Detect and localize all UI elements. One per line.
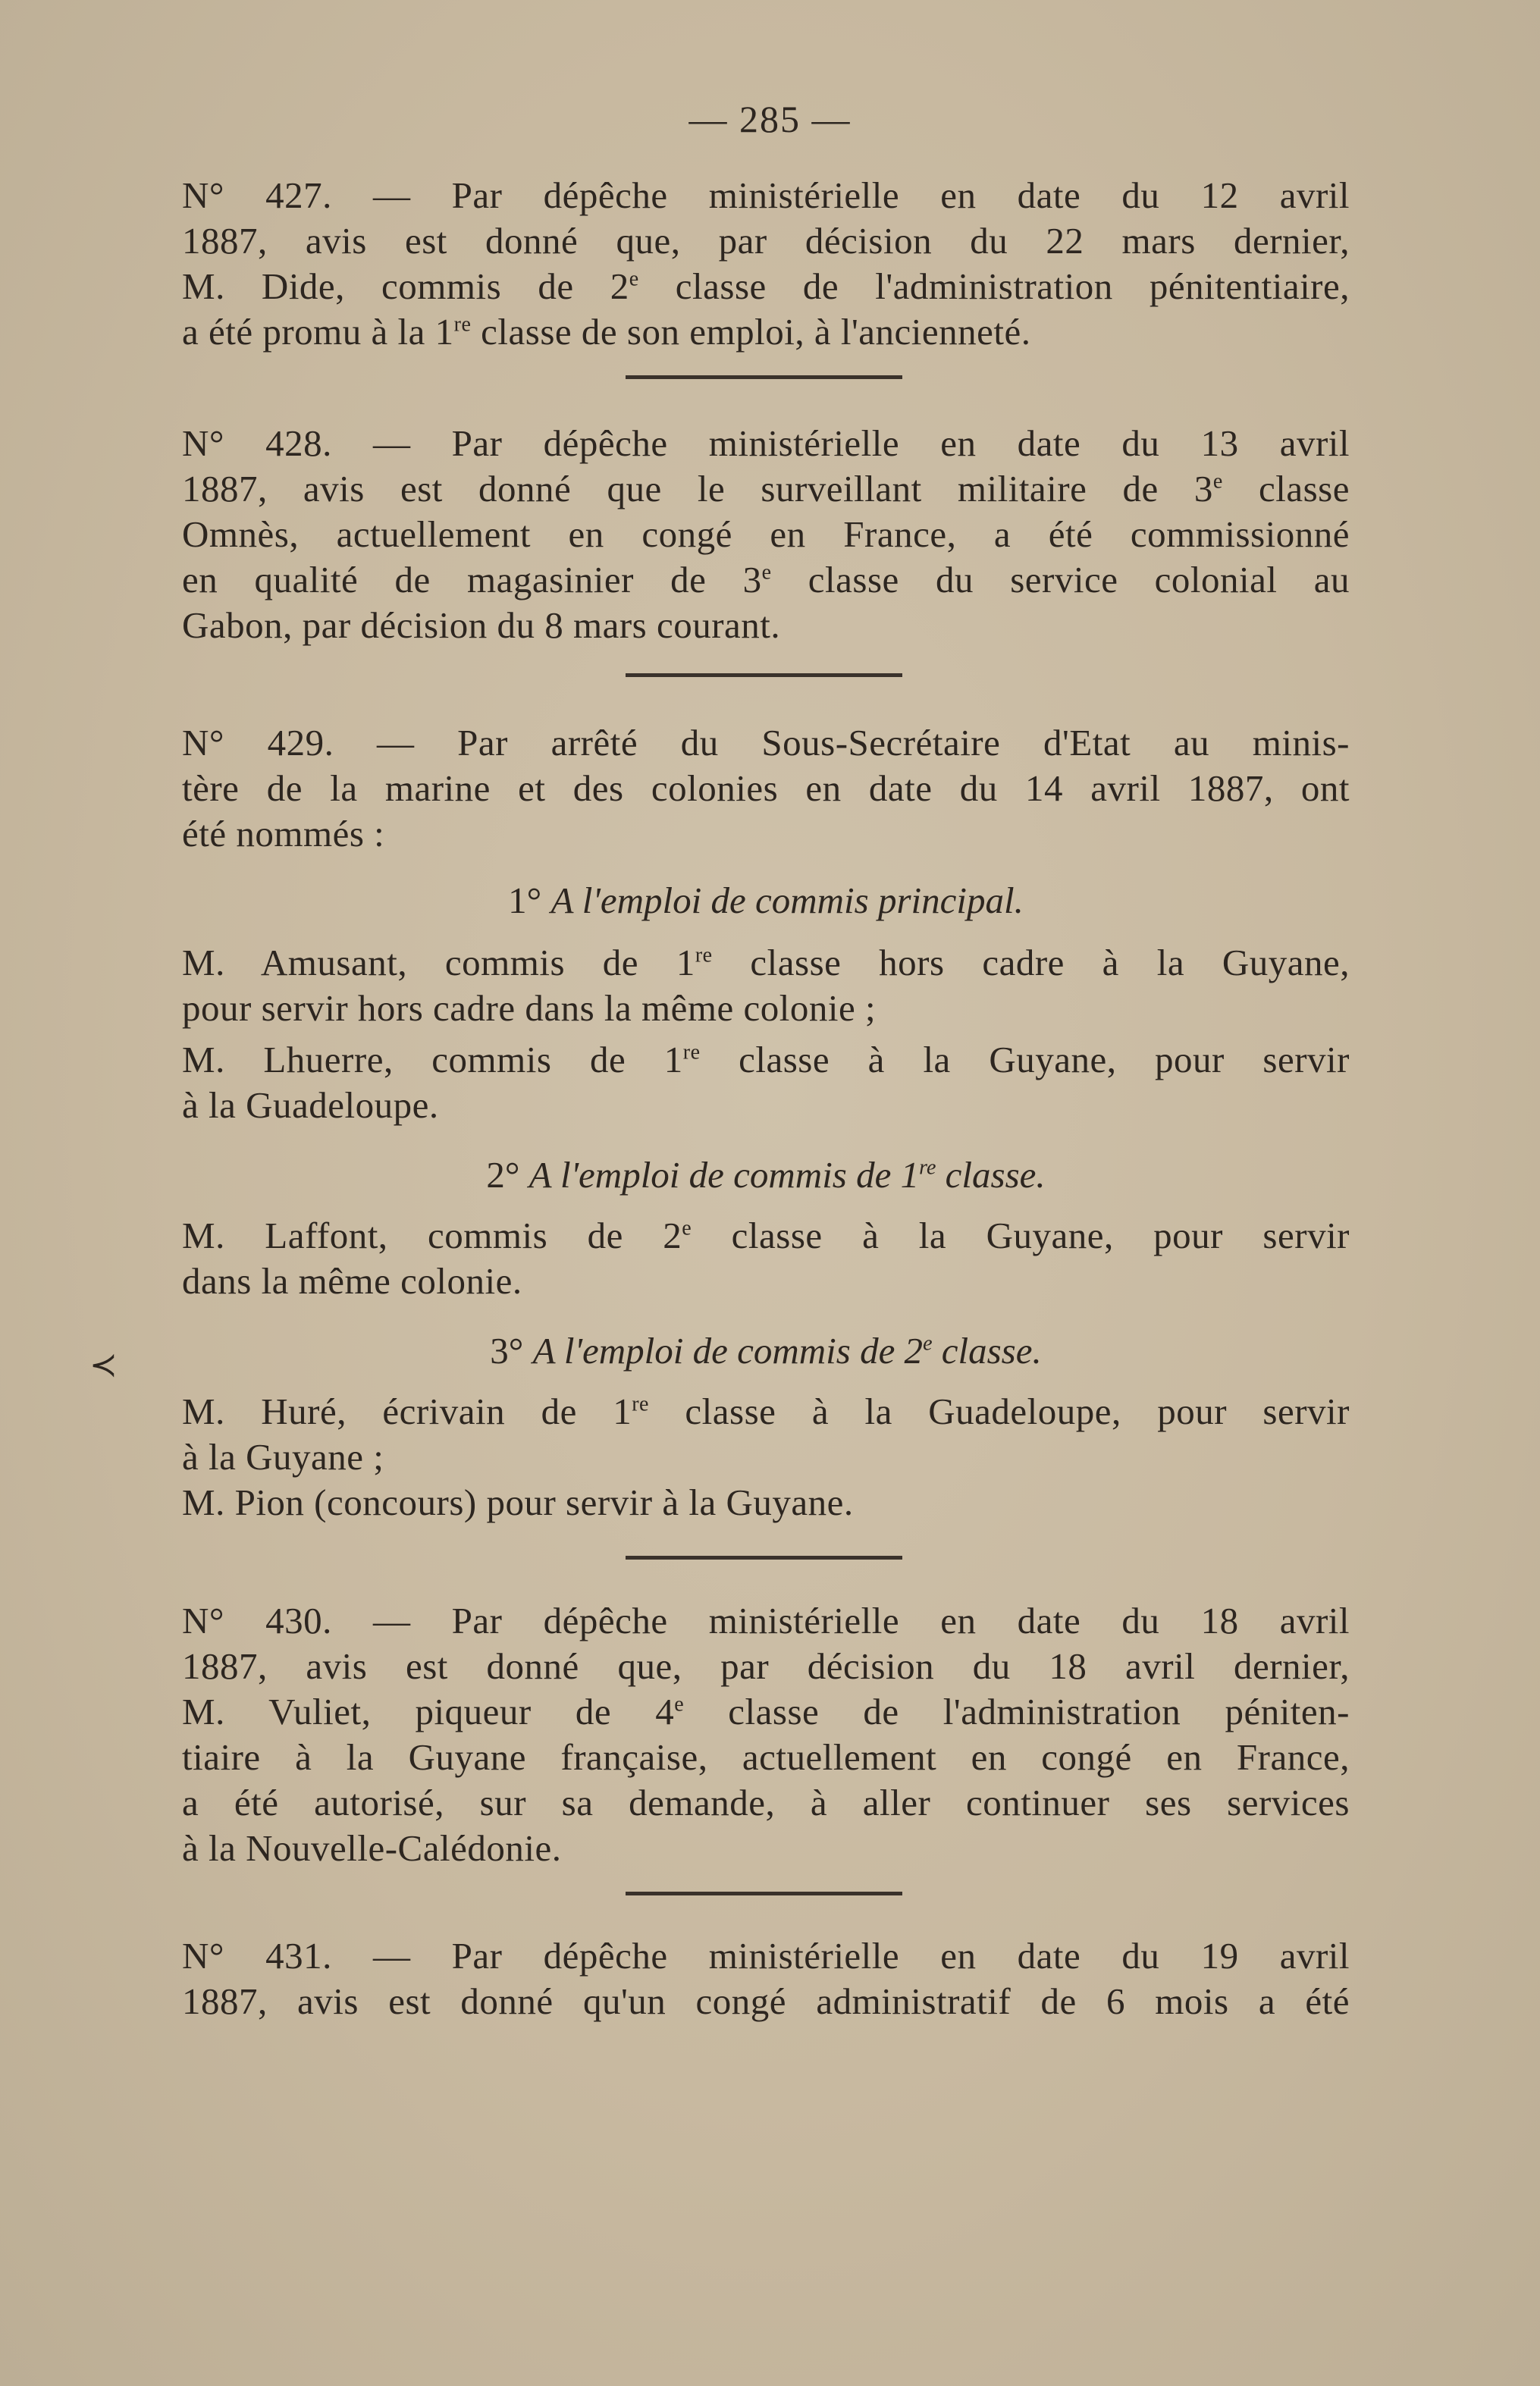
notice-429-line-1: N° 429. — Par arrêté du Sous-Secrétaire d'Etat au minis- [182, 722, 1350, 763]
notice-428-line-3: Omnès, actuellement en congé en France, a été commissionné [182, 513, 1350, 555]
notice-430-line-2: 1887, avis est donné que, par décision du 18 avril dernier, [182, 1645, 1350, 1687]
separator-rule [626, 1892, 902, 1895]
appointment-heading-2: 2° A l'emploi de commis de 1re classe. [486, 1154, 1046, 1196]
appointment-entries-1 [182, 940, 1350, 1128]
notice-428 [182, 421, 1350, 648]
entry-hure-line-2: à la Guyane ; [182, 1436, 384, 1478]
entry-amusant-line-2: pour servir hors cadre dans la même colonie ; [182, 987, 877, 1029]
separator-rule [626, 673, 902, 677]
notice-428-line-4: en qualité de magasinier de 3e classe du service colonial au [182, 559, 1350, 600]
appointment-heading-1: 1° A l'emploi de commis principal. [508, 879, 1024, 921]
separator-rule [626, 1556, 902, 1560]
entry-lhuerre-line-2: à la Guadeloupe. [182, 1084, 439, 1126]
notice-428-line-5: Gabon, par décision du 8 mars courant. [182, 604, 781, 646]
notice-428-line-2: 1887, avis est donné que le surveillant militaire de 3e classe [182, 468, 1350, 509]
entry-lhuerre-line-1: M. Lhuerre, commis de 1re classe à la Guyane, pour servir [182, 1039, 1350, 1080]
appointment-heading-3: 3° A l'emploi de commis de 2e classe. [490, 1330, 1042, 1372]
notice-428-line-1: N° 428. — Par dépêche ministérielle en date du 13 avril [182, 422, 1350, 464]
entry-laffont-line-1: M. Laffont, commis de 2e classe à la Guyane, pour servir [182, 1215, 1350, 1256]
notice-430 [182, 1598, 1350, 1871]
notice-431 [182, 1933, 1350, 2024]
notice-430-line-5: a été autorisé, sur sa demande, à aller continuer ses services [182, 1782, 1350, 1823]
notice-429 [182, 720, 1350, 857]
notice-429-line-3: été nommés : [182, 813, 385, 854]
appointment-entries-2 [182, 1213, 1350, 1304]
notice-427-line-4: a été promu à la 1re classe de son emploi, à l'ancienneté. [182, 311, 1031, 353]
entry-laffont-line-2: dans la même colonie. [182, 1260, 522, 1302]
notice-431-line-2: 1887, avis est donné qu'un congé administratif de 6 mois a été [182, 1980, 1350, 2022]
notice-427-line-3: M. Dide, commis de 2e classe de l'administration pénitentiaire, [182, 265, 1350, 307]
notice-430-line-6: à la Nouvelle-Calédonie. [182, 1827, 562, 1869]
entry-hure-line-1: M. Huré, écrivain de 1re classe à la Guadeloupe, pour servir [182, 1391, 1350, 1432]
notice-427-line-1: N° 427. — Par dépêche ministérielle en date du 12 avril [182, 174, 1350, 216]
margin-mark: ≺ [89, 1347, 118, 1384]
notice-430-line-1: N° 430. — Par dépêche ministérielle en date du 18 avril [182, 1600, 1350, 1641]
notice-430-line-4: tiaire à la Guyane française, actuellement en congé en France, [182, 1736, 1350, 1778]
notice-427-line-2: 1887, avis est donné que, par décision du 22 mars dernier, [182, 220, 1350, 262]
entry-amusant-line-1: M. Amusant, commis de 1re classe hors cadre à la Guyane, [182, 942, 1350, 983]
page-number: — 285 — [688, 98, 852, 140]
entry-pion-line-1: M. Pion (concours) pour servir à la Guyane. [182, 1481, 854, 1523]
separator-rule [626, 375, 902, 379]
notice-427 [182, 173, 1350, 355]
notice-430-line-3: M. Vuliet, piqueur de 4e classe de l'administration péniten- [182, 1691, 1350, 1732]
notice-429-line-2: tère de la marine et des colonies en date du 14 avril 1887, ont [182, 767, 1350, 809]
appointment-entries-3 [182, 1389, 1350, 1525]
notice-431-line-1: N° 431. — Par dépêche ministérielle en date du 19 avril [182, 1935, 1350, 1977]
